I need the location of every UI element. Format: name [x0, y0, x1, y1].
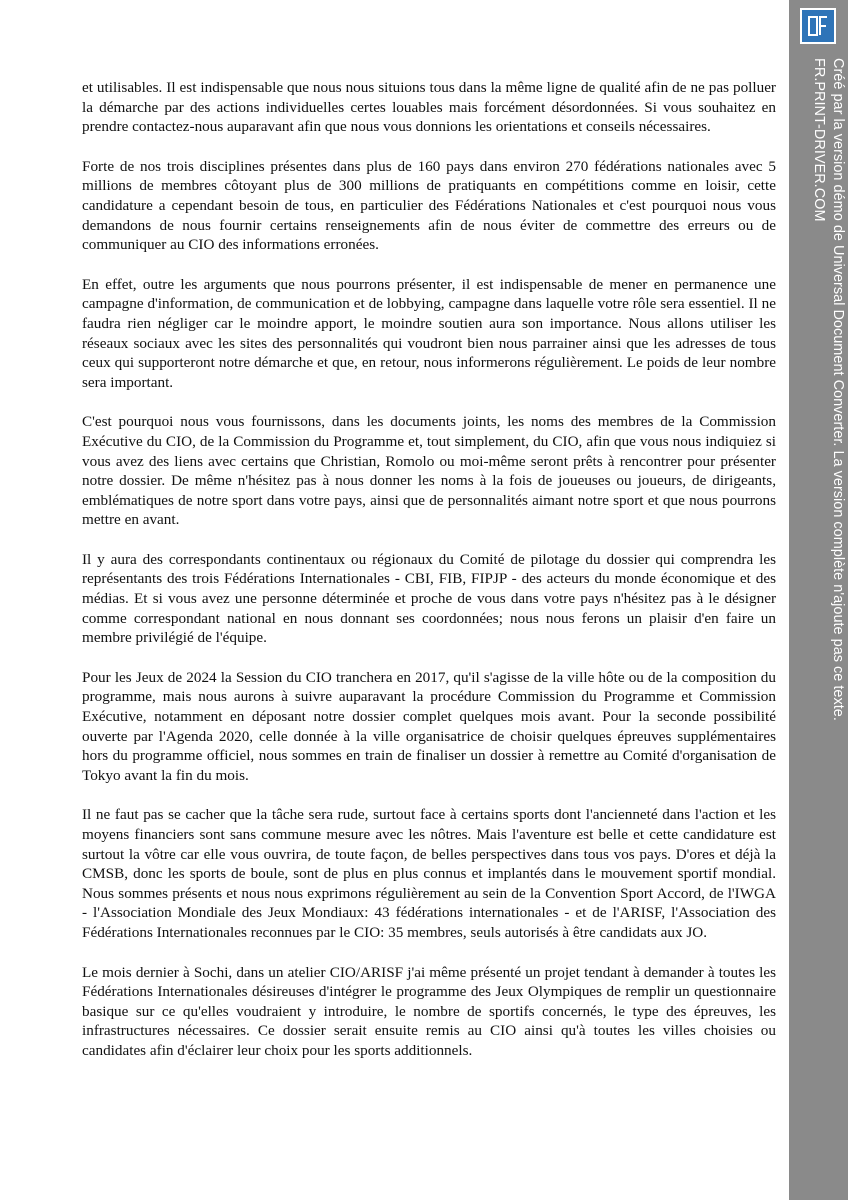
paragraph-7: Il ne faut pas se cacher que la tâche sera rude, surtout face à certains sports dont l'ancienneté dans l'action et les moyens financiers sont sans commune mesure avec les nôtres. Mais l'aventure est belle et cette candidature est surtout la vôtre car elle vous ouvrira, de toute façon, de belles perspectives dans tous vos pays. D'ores et déjà la CMSB, donc les sports de boule, sont de plus en plus connus et implantés dans le mouvement sportif mondial. Nous sommes présents et nous nous exprimons régulièrement au sein de la Convention Sport Accord, de l'IWGA - l'Association Mondiale des Jeux Mondiaux: 43 fédérations internationales - et de l'ARISF, l'Association des Fédérations Internationales reconnues par le CIO: 35 membres, seuls autorisés à être candidats aux JO. [82, 806, 776, 941]
watermark-sidebar [789, 0, 848, 1200]
udc-logo-icon [800, 8, 836, 44]
logo-mark [808, 16, 828, 36]
paragraph-6: Pour les Jeux de 2024 la Session du CIO tranchera en 2017, qu'il s'agisse de la ville hôte ou de la composition du programme, mais nous aurons à suivre auparavant la procédure Commission du Programme et Commission Exécutive, notamment en déposant notre dossier complet quelques mois avant. Pour la seconde possibilité ouverte par l'Agenda 2020, celle donnée à la ville organisatrice de choisir quelques épreuves supplémentaires hors du programme officiel, nous sommes en train de finaliser un dossier à remettre au Comité d'organisation de Tokyo avant la fin du mois. [82, 668, 776, 784]
paragraph-2: Forte de nos trois disciplines présentes dans plus de 160 pays dans environ 270 fédérations nationales avec 5 millions de membres côtoyant plus de 300 millions de pratiquants en compétitions comme en loisir, cette candidature a cependant besoin de tous, en particulier des Fédérations Nationales et c'est pourquoi nous vous demandons de nous fournir certains renseignements afin de nous éviter de commettre des erreurs ou de communiquer au CIO des informations erronées. [82, 157, 776, 254]
paragraph-5: Il y aura des correspondants continentaux ou régionaux du Comité de pilotage du dossier qui comprendra les représentants des trois Fédérations Internationales - CBI, FIB, FIPJP - des acteurs du monde économique et des médias. Et si vous avez une personne déterminée et proche de vous dans votre pays n'hésitez pas à le désigner comme correspondant national en nous donnant ses coordonnées; nous nous ferons un plaisir d'en faire un membre privilégié de l'équipe. [82, 550, 776, 647]
watermark-text [809, 58, 847, 721]
paragraph-8: Le mois dernier à Sochi, dans un atelier CIO/ARISF j'ai même présenté un projet tendant à demander à toutes les Fédérations Internationales désireuses d'intégrer le programme des Jeux Olympiques de remplir un questionnaire basique sur ce qu'elles voudraient y introduire, le nombre de sportifs concernés, le type des épreuves, les infrastructures nécessaires. Ce dossier serait ensuite remis au CIO ainsi qu'à toutes les villes choisies ou candidates afin d'éclairer leur choix pour les sports additionnels. [82, 963, 776, 1059]
paragraph-1: et utilisables. Il est indispensable que nous nous situions tous dans la même ligne de qualité afin de ne pas polluer la démarche par des actions individuelles certes louables mais forcément désordonnées. Si vous souhaitez en prendre contactez-nous auparavant afin que nous vous donnions les orientations et conseils nécessaires. [82, 79, 776, 136]
paragraph-3: En effet, outre les arguments que nous pourrons présenter, il est indispensable de mener en permanence une campagne d'information, de communication et de lobbying, campagne dans laquelle votre rôle sera essentiel. Il ne faudra rien négliger car le moindre apport, le moindre soutien aura son importance. Nous allons utiliser les réseaux sociaux avec les sites des personnalités qui voudront bien nous parrainer ainsi que les adresses de tous ceux qui supporteront notre démarche et que, en retour, nous informerons régulièrement. Le poids de leur nombre sera important. [82, 275, 776, 391]
paragraph-4: C'est pourquoi nous vous fournissons, dans les documents joints, les noms des membres de la Commission Exécutive du CIO, de la Commission du Programme et, tout simplement, du CIO, afin que vous nous indiquiez si vous avez des liens avec certains que Christian, Romolo ou moi-même seront prêts à rencontrer pour présenter notre dossier. De même n'hésitez pas à nous donner les noms à la fois de joueuses ou joueurs, de dirigeants, emblématiques de notre sport dans votre pays, ainsi que de personnalités aimant notre sport et que nous pourrons mettre en avant. [82, 413, 776, 529]
watermark-line-1: Créé par la version démo de Universal Document Converter. La version complète n'ajoute pas ce texte. [830, 58, 846, 721]
document-body [82, 78, 776, 1081]
watermark-line-2: FR.PRINT-DRIVER.COM [811, 58, 827, 222]
